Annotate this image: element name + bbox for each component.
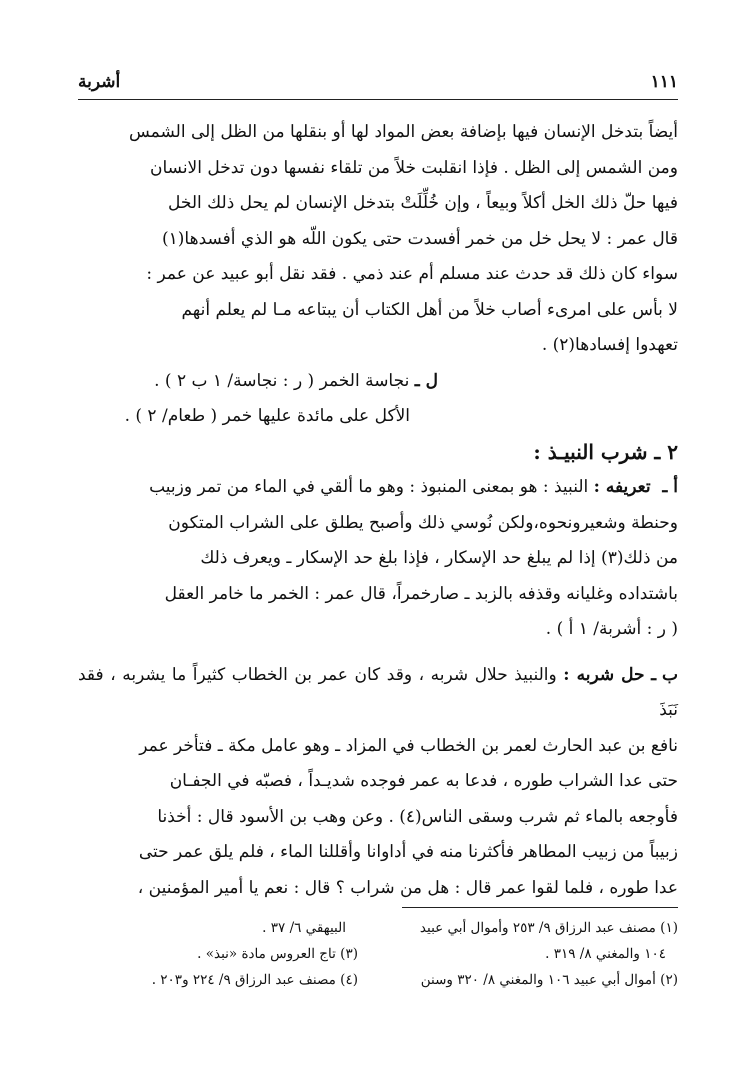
running-header [78,72,678,98]
footnotes-left-column [78,915,358,993]
footnote-line: البيهقي ٦/ ٣٧ . [262,920,346,936]
item-text: والنبيذ حلال شربه ، وقد كان عمر بن الخطاب كثيراً ما يشربه ، فقد نَبَذَ [78,664,678,720]
paragraph-line: ( ر : أشربة/ ١ أ ) . [545,619,678,639]
paragraph-line: حتى عدا الشراب طوره ، فدعا به عمر فوجده شديـداً ، فصبّه في الجفـان [169,771,678,791]
footnote-rule [402,907,678,908]
item-term: تعريفه : [593,477,651,497]
paragraph-line: تعهدوا إفسادها(٢) . [541,335,678,355]
list-item-lam [78,364,678,400]
paragraph-line: قال عمر : لا يحل خل من خمر أفسدت حتى يكون اللّه هو الذي أفسدها(١) [162,228,678,249]
footnote-line: (١) مصنف عبد الرزاق ٩/ ٢٥٣ وأموال أبي عبيد [419,920,678,936]
paragraph-line: من ذلك(٣) إذا لم يبلغ حد الإسكار ، فإذا بلغ حد الإسكار ـ ويعرف ذلك [200,548,678,568]
footnote-line: (٢) أموال أبي عبيد ١٠٦ والمغني ٨/ ٣٢٠ وسنن [420,972,678,988]
section-heading: ٢ ـ شرب النبيـذ : [533,439,678,464]
page-number: ١١١ [650,72,678,92]
paragraph-line: وحنطة وشعيرونحوه،ولكن نُوسي ذلك وأصبح يطلق على الشراب المتكون [168,512,678,533]
paragraph-line: زبيباً من زبيب المطاهر فأكثرنا منه في أداوانا وأقللنا الماء ، فلم يلق عمر حتى [138,842,678,862]
chapter-title: أشربة [78,72,121,92]
footnotes-right-column [378,915,678,993]
paragraph-line: باشتداده وغليانه وقذفه بالزبد ـ صارخمراً، قال عمر : الخمر ما خامر العقل [164,583,678,604]
main-text [78,115,678,906]
item-text: النبيذ : هو بمعنى المنبوذ : وهو ما ألقي في الماء من تمر وزبيب [149,477,589,497]
paragraph-line: فأوجعه بالماء ثم شرب وسقى الناس(٤) . وعن وهب بن الأسود قال : أخذنا [157,806,678,827]
footnote-line: (٣) تاج العروس مادة «نبذ» . [197,946,358,962]
item-text: نجاسة الخمر ( ر : نجاسة/ ١ ب ٢ ) . [154,370,410,391]
footnote-line: (٤) مصنف عبد الرزاق ٩/ ٢٢٤ و٢٠٣ . [151,972,358,988]
item-term: حل شربه : [563,664,645,685]
item-label: أ ـ [662,477,678,497]
list-item-alef [78,470,678,506]
paragraph-line: نافع بن عبد الحارث لعمر بن الخطاب في المزاد ـ وهو عامل مكة ـ فتأخر عمر [139,735,678,756]
item-text: الأكل على مائدة عليها خمر ( طعام/ ٢ ) . [124,406,410,426]
paragraph-line: لا بأس على امرىء أصاب خلاً من أهل الكتاب أن يبتاعه مـا لم يعلم أنهم [181,299,678,320]
header-rule [78,99,678,100]
list-item-lam-cont [78,399,678,435]
paragraph-line: عدا طوره ، فلما لقوا عمر قال : هل من شراب ؟ قال : نعم يا أمير المؤمنين ، [137,877,678,898]
paragraph-line: أيضاً بتدخل الإنسان فيها بإضافة بعض المواد لها أو بنقلها من الظل إلى الشمس [128,122,678,142]
footnote-line: ١٠٤ والمغني ٨/ ٣١٩ . [545,946,666,962]
item-label: ب ـ [651,664,679,685]
list-item-ba [78,658,678,729]
paragraph-line: ومن الشمس إلى الظل . فإذا انقلبت خلاً من تلقاء نفسها دون تدخل الانسان [149,157,678,178]
paragraph-line: سواء كان ذلك قد حدث عند مسلم أم عند ذمي . فقد نقل أبو عبيد عن عمر : [146,264,678,284]
item-label: ل ـ [414,370,438,391]
paragraph-line: فيها حلّ ذلك الخل أكلاً وبيعاً ، وإن خُلِّلَتْ بتدخل الإنسان لم يحل ذلك الخل [168,193,678,213]
